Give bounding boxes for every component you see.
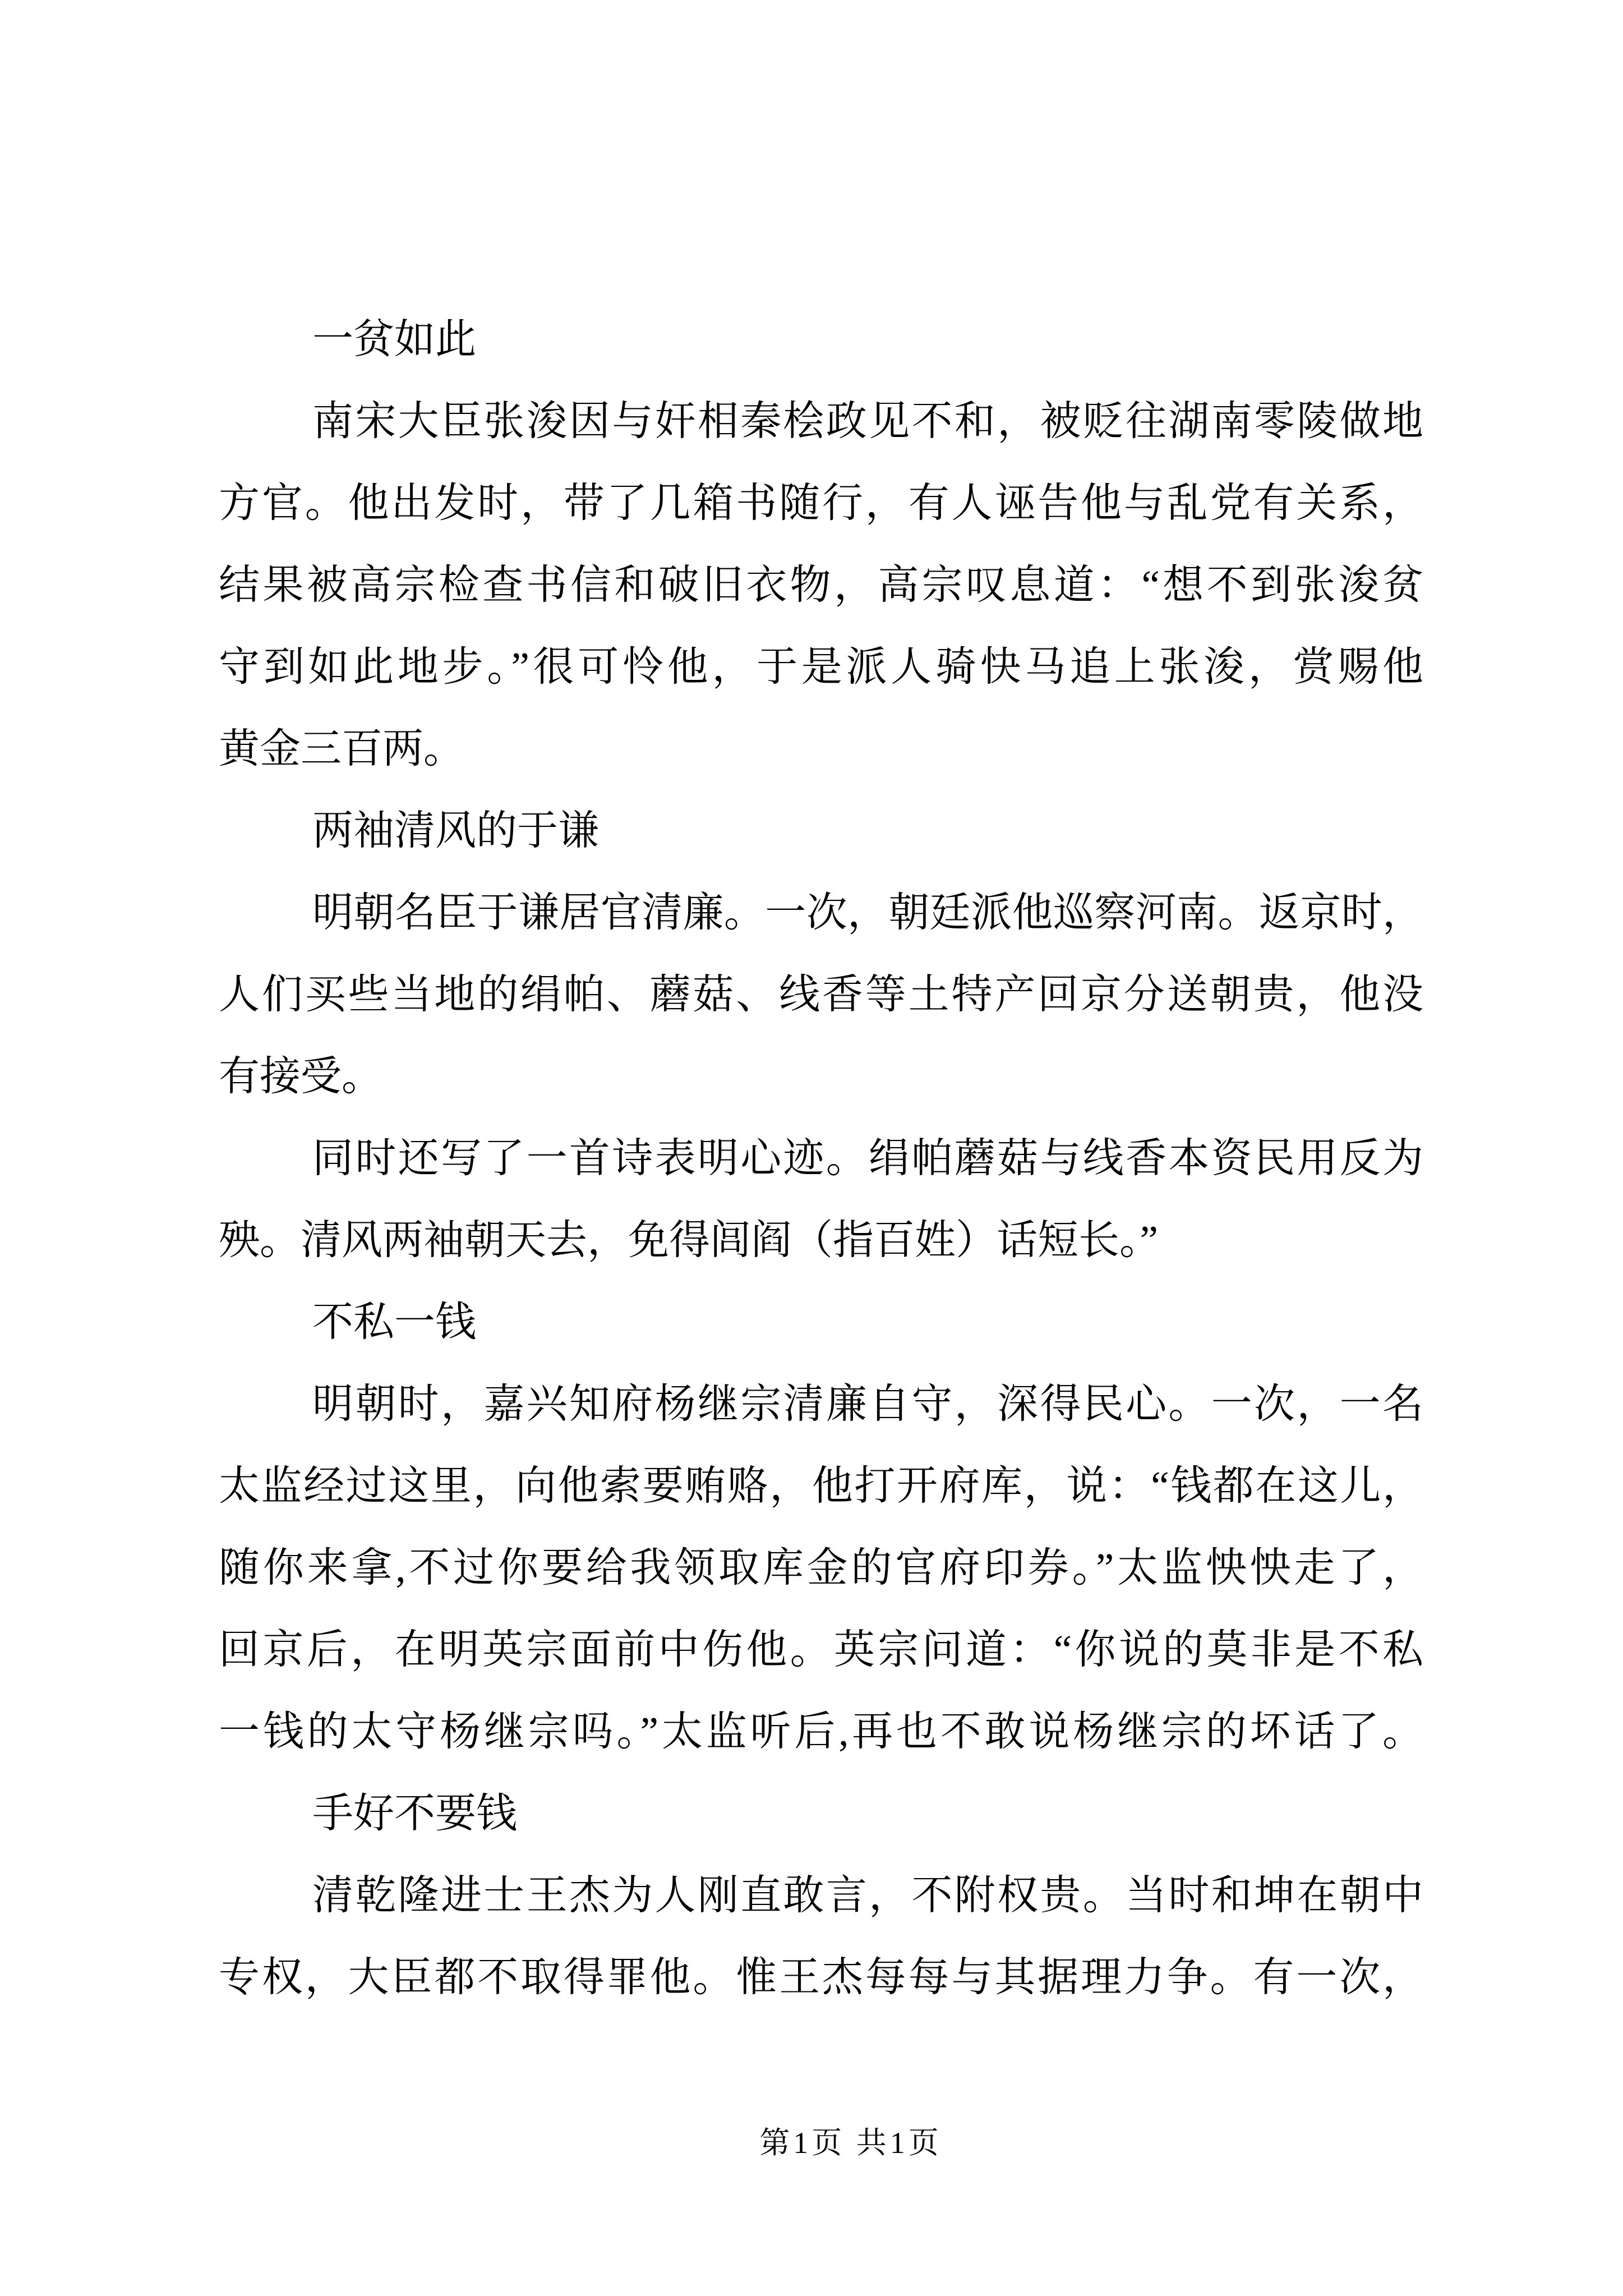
text-line: 太监经过这里，向他索要贿赂，他打开府库，说：“钱都在这儿， bbox=[219, 1463, 1423, 1508]
text-line: 人们买些当地的绢帕、蘑菇、线香等土特产回京分送朝贵，他没 bbox=[219, 972, 1423, 1017]
text-line: 一贫如此 bbox=[312, 316, 476, 362]
text-line: 明朝名臣于谦居官清廉。一次，朝廷派他巡察河南。返京时， bbox=[312, 890, 1423, 935]
page-footer bbox=[0, 2126, 1623, 2160]
text-line: 黄金三百两。 bbox=[219, 726, 464, 771]
text-line: 不私一钱 bbox=[312, 1299, 476, 1345]
text-line: 随你来拿,不过你要给我领取库金的官府印券。”太监怏怏走了， bbox=[219, 1545, 1423, 1590]
page-number: 第1页 共1页 bbox=[759, 2126, 942, 2160]
text-line: 殃。清风两袖朝天去，免得闾阎（指百姓）话短长。” bbox=[219, 1217, 1158, 1263]
text-line: 结果被高宗检查书信和破旧衣物，高宗叹息道：“想不到张浚贫 bbox=[219, 562, 1423, 608]
text-line: 方官。他出发时，带了几箱书随行，有人诬告他与乱党有关系， bbox=[219, 480, 1423, 526]
text-line: 有接受。 bbox=[219, 1053, 382, 1099]
text-line: 专权，大臣都不取得罪他。惟王杰每每与其据理力争。有一次， bbox=[219, 1954, 1423, 2000]
text-line: 两袖清风的于谦 bbox=[312, 808, 599, 853]
text-line: 清乾隆进士王杰为人刚直敢言，不附权贵。当时和坤在朝中 bbox=[312, 1872, 1423, 1918]
document-body bbox=[219, 298, 1423, 2018]
text-line: 守到如此地步。”很可怜他，于是派人骑快马追上张浚，赏赐他 bbox=[219, 644, 1423, 689]
text-line: 同时还写了一首诗表明心迹。绢帕蘑菇与线香本资民用反为 bbox=[312, 1135, 1423, 1181]
text-line: 回京后，在明英宗面前中伤他。英宗问道：“你说的莫非是不私 bbox=[219, 1627, 1423, 1672]
text-line: 一钱的太守杨继宗吗。”太监听后,再也不敢说杨继宗的坏话了。 bbox=[219, 1709, 1423, 1754]
text-line: 南宋大臣张浚因与奸相秦桧政见不和，被贬往湖南零陵做地 bbox=[312, 398, 1423, 444]
text-line: 明朝时，嘉兴知府杨继宗清廉自守，深得民心。一次，一名 bbox=[312, 1381, 1423, 1427]
text-line: 手好不要钱 bbox=[312, 1791, 517, 1836]
